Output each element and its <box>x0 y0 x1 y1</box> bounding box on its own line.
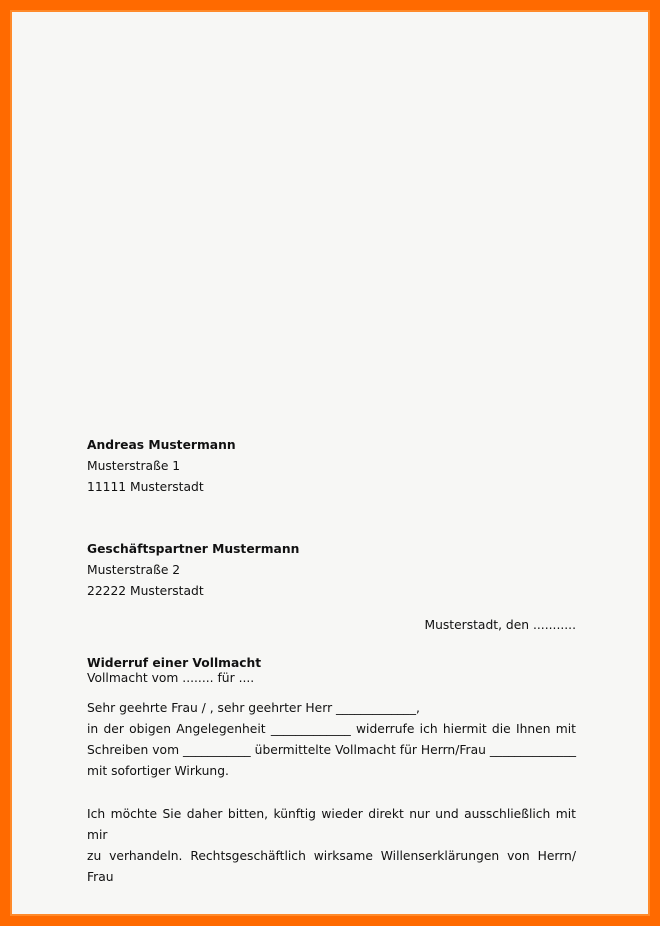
body-paragraph-2-line-1: Ich möchte Sie daher bitten, künftig wieder direkt nur und ausschließlich mit mir <box>87 807 576 842</box>
body-paragraph-2-line-2: zu verhandeln. Rechtsgeschäftlich wirksame Willenserklärungen von Herrn/ Frau <box>87 849 576 884</box>
recipient-name: Geschäftspartner Mustermann <box>87 542 300 556</box>
body-paragraph-1-line-3: mit sofortiger Wirkung. <box>87 764 229 778</box>
recipient-street: Musterstraße 2 <box>87 563 181 577</box>
body-paragraph-1-line-1: in der obigen Angelegenheit _____________ widerrufe ich hiermit die Ihnen mit <box>87 722 576 736</box>
recipient-city: 22222 Musterstadt <box>87 584 204 598</box>
date-line: Musterstadt, den ........... <box>424 618 576 632</box>
document-page <box>10 10 650 916</box>
subject-subtitle: Vollmacht vom ........ für .... <box>87 671 255 685</box>
subject-title: Widerruf einer Vollmacht <box>87 656 262 670</box>
sender-name: Andreas Mustermann <box>87 438 236 452</box>
letter-content <box>87 435 576 888</box>
sender-city: 11111 Musterstadt <box>87 480 204 494</box>
body-paragraph-1-line-2: Schreiben vom ___________ übermittelte Vollmacht für Herrn/Frau ______________ <box>87 743 576 757</box>
sender-street: Musterstraße 1 <box>87 459 181 473</box>
salutation: Sehr geehrte Frau / , sehr geehrter Herr _____________, <box>87 701 420 715</box>
